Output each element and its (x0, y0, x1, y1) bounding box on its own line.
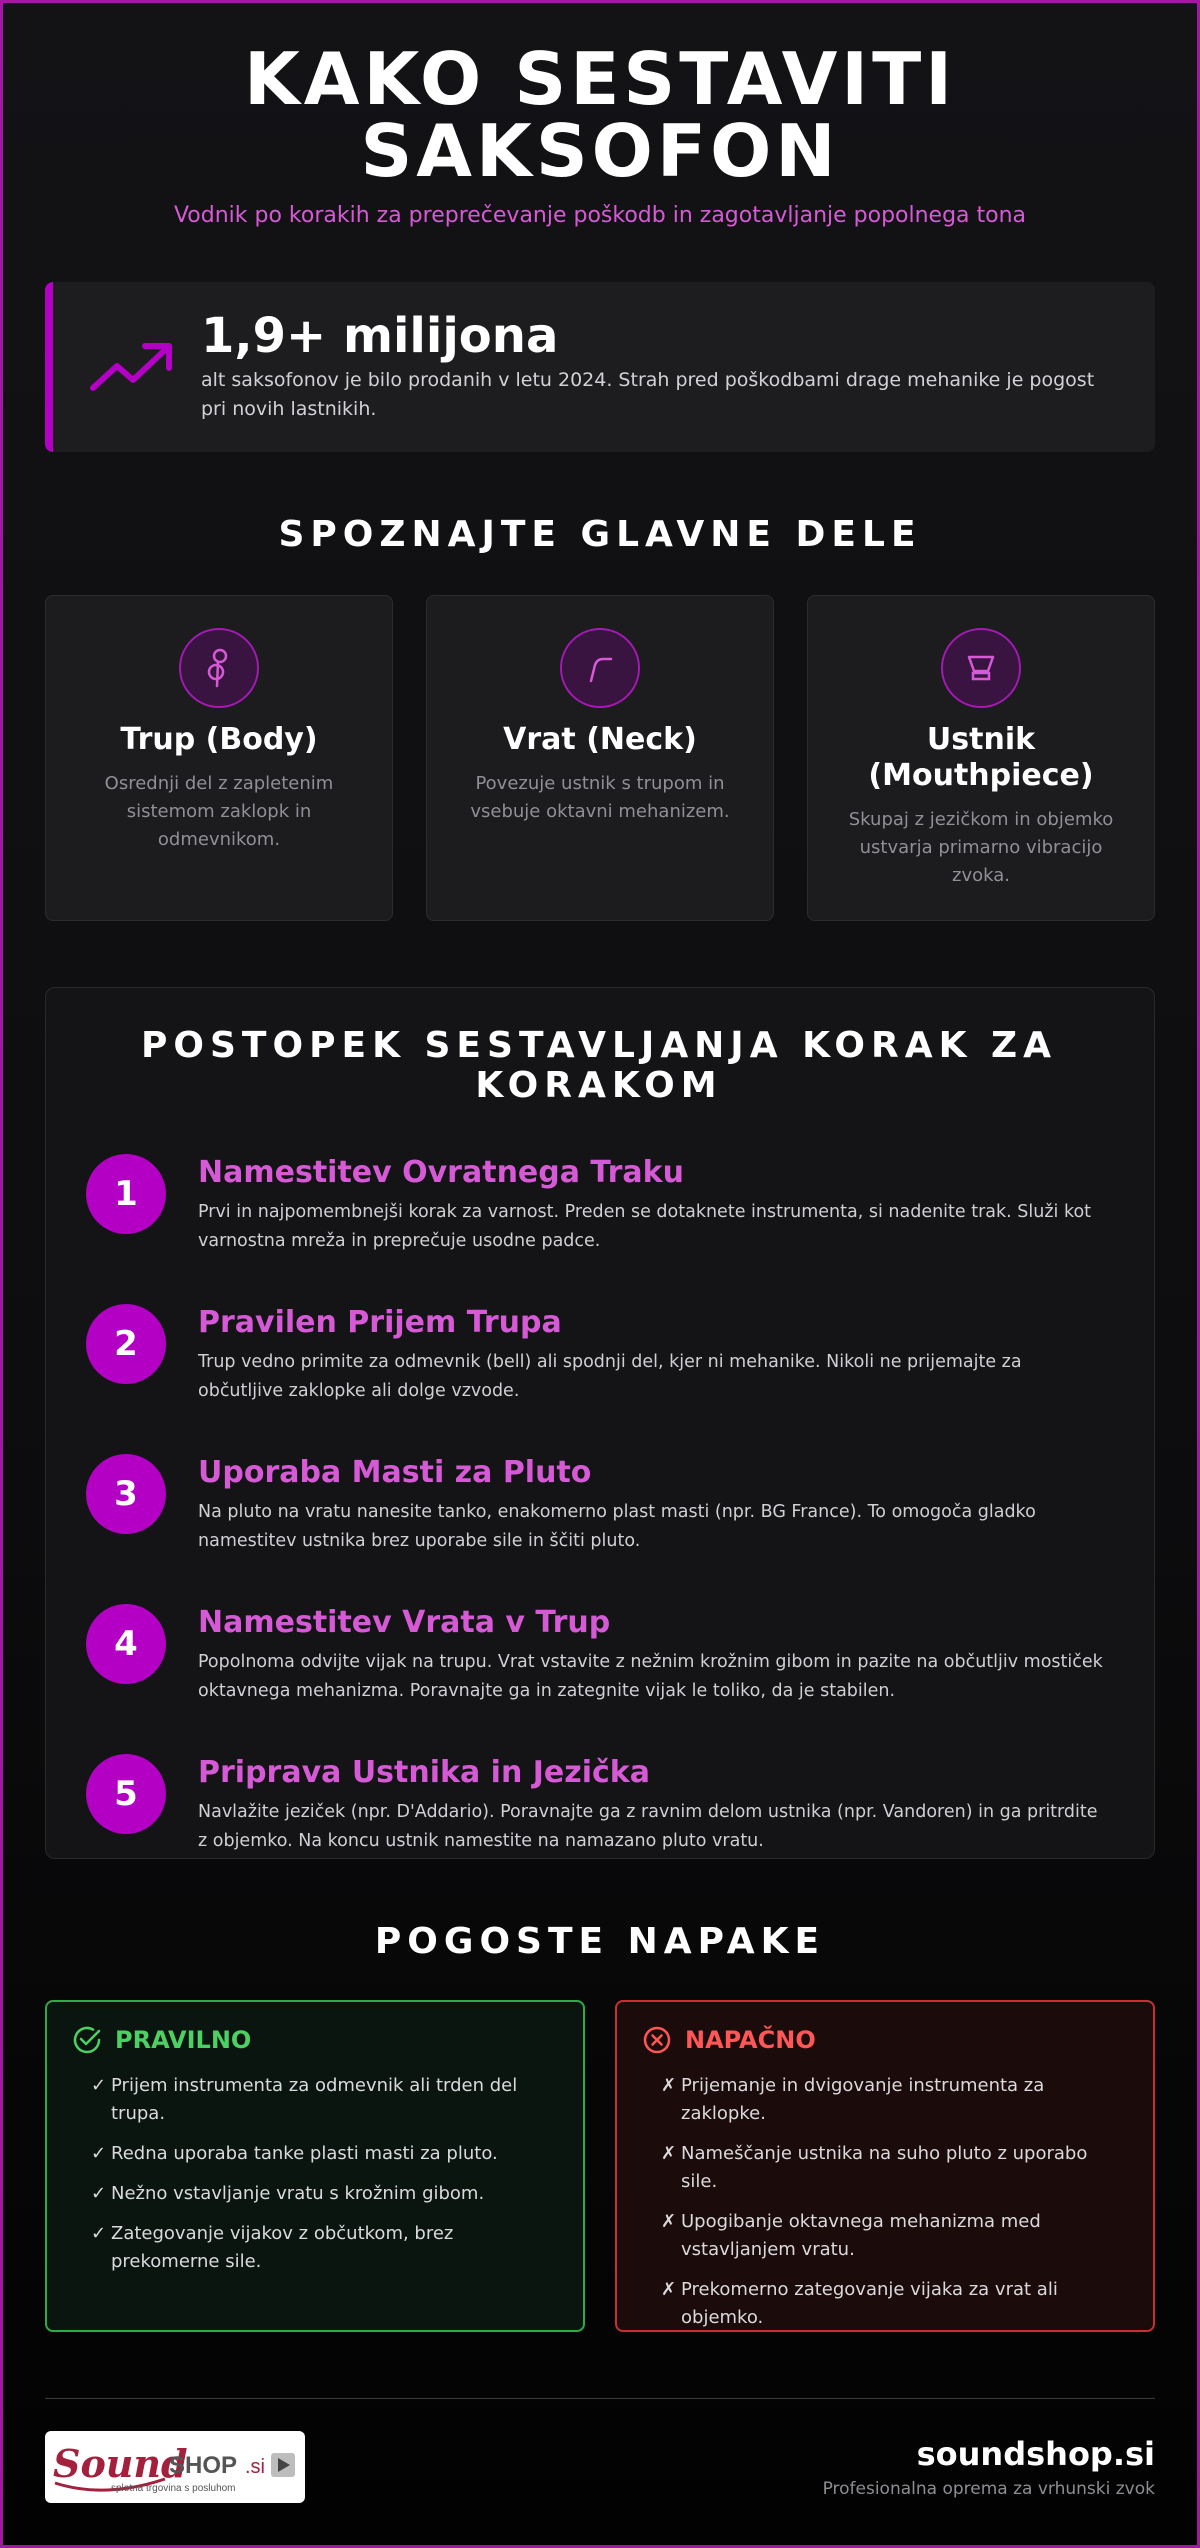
x-mark-icon: ✗ (661, 2143, 677, 2164)
page-subtitle: Vodnik po korakih za preprečevanje poškodb in zagotavljanje popolnega tona (173, 203, 1027, 228)
list-item: ✓ Zategovanje vijakov z občutkom, brez prekomerne sile. (91, 2220, 559, 2276)
part-card-mouthpiece (807, 595, 1155, 921)
soundshop-logo[interactable] (45, 2431, 305, 2503)
footer-tagline: Profesionalna oprema za vrhunski zvok (822, 2479, 1155, 2499)
list-item: ✗ Prekomerno zategovanje vijaka za vrat ali objemko. (661, 2276, 1129, 2332)
step-title: Pravilen Prijem Trupa (198, 1305, 562, 1340)
check-mark-icon: ✓ (91, 2183, 107, 2204)
step-number-badge: 1 (86, 1154, 166, 1234)
site-name[interactable]: soundshop.si (916, 2435, 1155, 2473)
part-desc: Skupaj z jezičkom in objemko ustvarja primarno vibracijo zvoka. (848, 809, 1114, 886)
list-item: ✓ Redna uporaba tanke plasti masti za pluto. (91, 2140, 559, 2168)
check-mark-icon: ✓ (91, 2143, 107, 2164)
part-desc: Povezuje ustnik s trupom in vsebuje oktavni mehanizem. (470, 773, 730, 822)
steps-title-line-2: KORAKOM (475, 1065, 723, 1106)
step-number-badge: 5 (86, 1754, 166, 1834)
step-number-badge: 3 (86, 1454, 166, 1534)
steps-title-line-1: POSTOPEK SESTAVLJANJA KORAK ZA (141, 1025, 1057, 1066)
x-mark-icon: ✗ (661, 2279, 677, 2300)
stat-text: alt saksofonov je bilo prodanih v letu 2024. Strah pred poškodbami drage mehanike je pogost pri novih lastnikih. (201, 369, 1095, 420)
title-line-1: KAKO SESTAVITI (243, 37, 956, 121)
correct-label: PRAVILNO (115, 2026, 252, 2054)
steps-panel (45, 987, 1155, 1859)
x-circle-icon (641, 2024, 673, 2056)
step-title: Priprava Ustnika in Jezička (198, 1755, 650, 1790)
part-name: Trup (Body) (120, 722, 318, 757)
part-desc: Osrednji del z zapletenim sistemom zaklopk in odmevnikom. (104, 773, 334, 850)
svg-text:.si: .si (245, 2456, 265, 2478)
check-circle-icon (71, 2024, 103, 2056)
trending-up-icon (89, 338, 175, 394)
stat-number: 1,9+ milijona (201, 308, 559, 364)
check-mark-icon: ✓ (91, 2223, 107, 2244)
step-item (86, 1306, 1112, 1406)
x-mark-icon: ✗ (661, 2075, 677, 2096)
step-desc: Na pluto na vratu nanesite tanko, enakomerno plast masti (npr. BG France). To omogoča gladko namestitev ustnika brez uporabe sile in ščiti pluto. (198, 1502, 1036, 1551)
wrong-label: NAPAČNO (685, 2026, 816, 2054)
footer (45, 2399, 1155, 2539)
step-number-badge: 2 (86, 1304, 166, 1384)
step-item (86, 1606, 1112, 1706)
step-title: Uporaba Masti za Pluto (198, 1455, 592, 1490)
svg-text:Sound: Sound (53, 2441, 188, 2486)
step-title: Namestitev Ovratnega Traku (198, 1155, 684, 1190)
list-item: ✗ Upogibanje oktavnega mehanizma med vstavljanjem vratu. (661, 2208, 1129, 2264)
wrong-box (615, 2000, 1155, 2332)
step-item (86, 1456, 1112, 1556)
page-title (45, 3, 1155, 193)
check-mark-icon: ✓ (91, 2075, 107, 2096)
wrong-list (641, 2072, 1129, 2332)
step-item (86, 1756, 1112, 1856)
saxophone-body-icon (179, 628, 259, 708)
part-card-neck (426, 595, 774, 921)
saxophone-neck-icon (560, 628, 640, 708)
svg-text:SHOP: SHOP (169, 2452, 238, 2479)
x-mark-icon: ✗ (661, 2211, 677, 2232)
part-name: Ustnik (Mouthpiece) (868, 722, 1094, 793)
list-item: ✓ Nežno vstavljanje vratu s krožnim gibom. (91, 2180, 559, 2208)
steps-section-title (86, 1026, 1112, 1106)
part-name: Vrat (Neck) (503, 722, 697, 757)
step-desc: Popolnoma odvijte vijak na trupu. Vrat vstavite z nežnim krožnim gibom in pazite na občutljiv mostiček oktavnega mehanizma. Poravnajte ga in zategnite vijak le toliko, da je stabilen. (198, 1652, 1103, 1701)
wrong-heading (641, 2024, 1129, 2056)
svg-text:spletna trgovina s posluhom: spletna trgovina s posluhom (111, 2483, 236, 2494)
list-item: ✗ Prijemanje in dvigovanje instrumenta za zaklopke. (661, 2072, 1129, 2128)
mistakes-grid (45, 2000, 1155, 2332)
parts-grid (45, 595, 1155, 921)
correct-box (45, 2000, 585, 2332)
part-card-body (45, 595, 393, 921)
correct-heading (71, 2024, 559, 2056)
step-item (86, 1156, 1112, 1256)
stat-card (45, 282, 1155, 452)
list-item: ✓ Prijem instrumenta za odmevnik ali trden del trupa. (91, 2072, 559, 2128)
step-title: Namestitev Vrata v Trup (198, 1605, 611, 1640)
mistakes-section-title: POGOSTE NAPAKE (374, 1921, 826, 1962)
list-item: ✗ Nameščanje ustnika na suho pluto z uporabo sile. (661, 2140, 1129, 2196)
step-desc: Prvi in najpomembnejši korak za varnost. Preden se dotaknete instrumenta, si nadenite trak. Služi kot varnostna mreža in preprečuje usodne padce. (198, 1202, 1092, 1251)
parts-section-title: SPOZNAJTE GLAVNE DELE (278, 514, 922, 555)
step-number-badge: 4 (86, 1604, 166, 1684)
title-line-2: SAKSOFON (360, 109, 840, 193)
correct-list (71, 2072, 559, 2276)
step-desc: Navlažite jeziček (npr. D'Addario). Poravnajte ga z ravnim delom ustnika (npr. Vandoren) in ga pritrdite z objemko. Na koncu ustnik namestite na namazano pluto vratu. (198, 1802, 1098, 1851)
mouthpiece-icon (941, 628, 1021, 708)
step-desc: Trup vedno primite za odmevnik (bell) ali spodnji del, kjer ni mehanike. Nikoli ne prijemajte za občutljive zaklopke ali dolge vzvode. (198, 1352, 1022, 1401)
